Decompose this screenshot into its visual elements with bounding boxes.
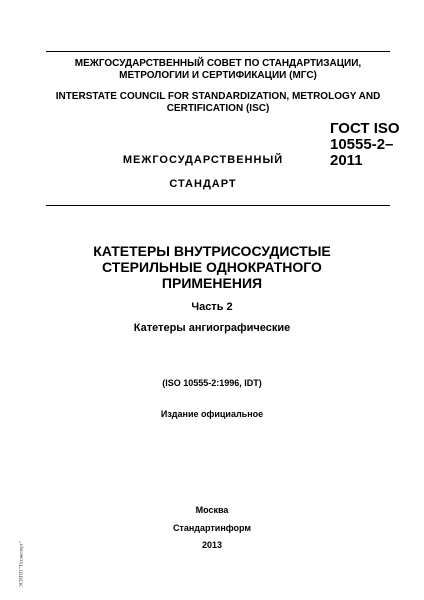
standard-code-line1: ГОСТ ISO [330,120,400,137]
publication-city: Москва [195,505,229,515]
iso-reference: (ISO 10555-2:1996, IDT) [162,378,262,388]
document-subtitle: Катетеры ангиографические [133,322,291,334]
document-title: КАТЕТЕРЫ ВНУТРИСОСУДИСТЫЕ СТЕРИЛЬНЫЕ ОДНОКРАТНОГО ПРИМЕНЕНИЯ [93,243,331,291]
standard-code-line3: 2011 [330,152,363,169]
council-name-english: INTERSTATE COUNCIL FOR STANDARDIZATION, METROLOGY AND CERTIFICATION (ISC) [55,91,381,114]
side-stamp: ЭСНПП "Техэксперт" [19,541,25,588]
middle-divider [46,205,390,206]
standard-type-line1: МЕЖГОСУДАРСТВЕННЫЙ [122,154,284,166]
standard-code [330,121,400,169]
edition-note: Издание официальное [160,409,264,419]
publisher-name: Стандартинформ [172,523,252,533]
standard-type [118,148,288,196]
council-name-russian: МЕЖГОСУДАРСТВЕННЫЙ СОВЕТ ПО СТАНДАРТИЗАЦИИ, МЕТРОЛОГИИ И СЕРТИФИКАЦИИ (МГС) [74,58,362,81]
standard-code-line2: 10555-2– [330,136,394,153]
publication-year: 2013 [201,540,223,550]
standard-type-line2: СТАНДАРТ [169,178,237,190]
part-number: Часть 2 [191,301,233,313]
top-divider [46,51,390,52]
